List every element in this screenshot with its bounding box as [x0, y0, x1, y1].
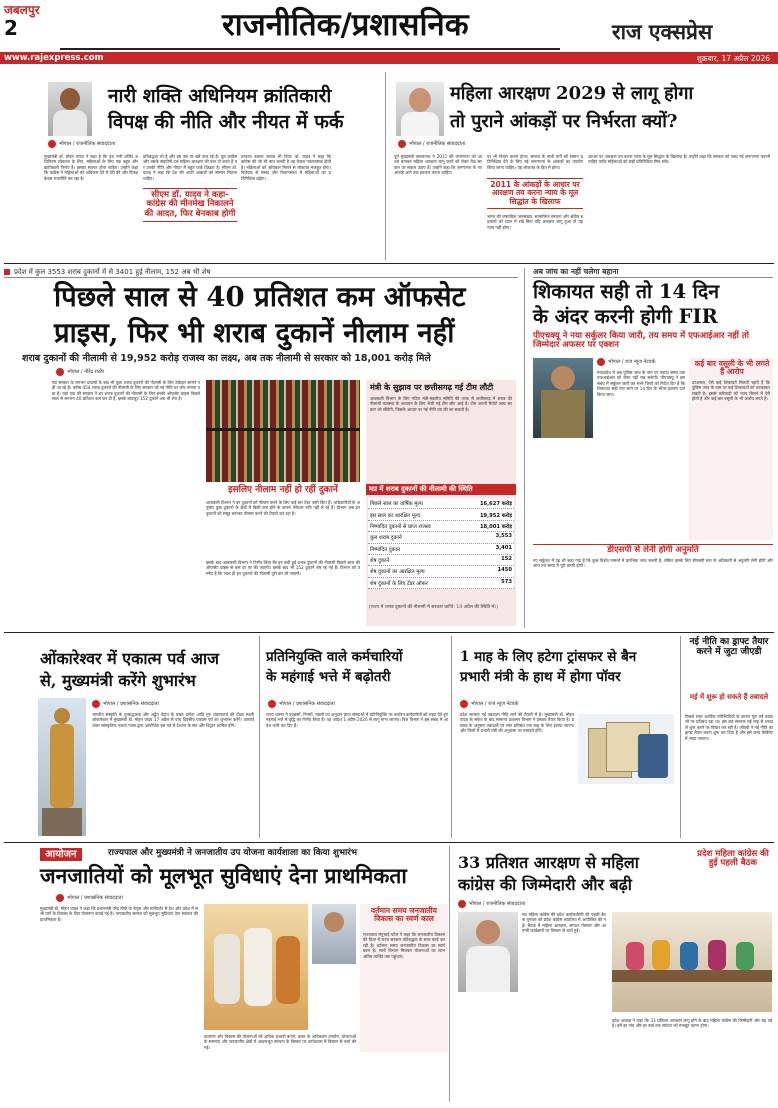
issue-date: शुक्रवार, 17 अप्रैल 2026	[696, 53, 770, 63]
auction-table	[368, 498, 514, 589]
story-tribal	[4, 846, 450, 1102]
story-fir	[524, 268, 774, 628]
statue-body	[50, 724, 74, 808]
meeting-photo	[612, 912, 772, 1012]
photo-body-shape	[541, 390, 585, 438]
liquor-byline	[56, 368, 104, 376]
transfer-body: प्रदेश सरकार नई तबादला नीति लाने की तैयारी में है। मुख्यमंत्री डॉ. मोहन यादव के संकेत के बाद सामान्य प्रशासन विभाग ने प्रस्ताव तैयार किया है। प्रस्ताव के अनुसार तबादलों पर लगा प्रतिबंध एक माह के लिए हटाया जाएगा और जिलों में प्रभारी मंत्री की अनुशंसा पर तबादले होंगे।	[460, 712, 574, 734]
auction-row-value: 3,401	[495, 544, 512, 551]
story2-byline	[398, 140, 465, 148]
person-shape	[626, 942, 644, 970]
auction-table-row	[368, 566, 514, 577]
statue-base	[42, 808, 82, 836]
auction-row-value: 3,553	[495, 533, 512, 540]
statue-head	[54, 708, 70, 724]
photo-head-shape	[324, 912, 344, 932]
photo-body-shape	[466, 946, 510, 992]
liquor-headline-2: प्राइस, फिर भी शराब दुकानें नीलाम नहीं	[54, 317, 455, 349]
auction-row-label: शेष दुकानों के लिए टेंडर ऑफर	[370, 580, 428, 587]
auction-row-value: 573	[501, 578, 512, 585]
aside-body: पिछले साल आर्थिक परिस्थितियों के कारण पूरा वर्ष तबादलों पर प्रतिबंध रहा था। इस बार सरकार मई माह से तबादले शुरू करने पर विचार कर रही है। जीएडी ने नई नीति का ड्राफ्ट तैयार करना शुरू कर दिया है और इसे जल्द कैबिनेट में लाया जाएगा।	[685, 714, 773, 741]
auction-row-value: 18,001 करोड़	[479, 523, 512, 530]
auction-table-row	[368, 498, 514, 509]
auction-table-row	[368, 555, 514, 566]
congress-headline-1: 33 प्रतिशत आरक्षण से महिला	[458, 853, 639, 872]
fir-box-headline: कई बार वसूली के भी लगते हैं आरोप	[694, 359, 770, 377]
event-photo-1	[204, 904, 308, 1030]
tribal-box-body: राज्यपाल मंगुभाई पटेल ने कहा कि जनजातीय विकास की दिशा में राज्य सरकार प्रतिबद्धता के साथ कार्य कर रही है। वर्तमान समय जनजातीय विकास का स्वर्ण काल है। सभी विभाग मिलकर योजनाओं का लाभ अंतिम व्यक्ति तक पहुंचाएं।	[363, 932, 445, 959]
page-number: 2	[4, 16, 18, 41]
story2-column-3: भारत की वास्तविक जनसंख्या, सामाजिक संरचना और क्षेत्रीय बदलावों को ध्यान में रखे बिना यदि आरक्षण लागू हुआ तो यह न्याय नहीं होगा।	[487, 214, 583, 230]
brand-name: राज एक्सप्रेस	[612, 20, 713, 44]
photo-body-shape	[53, 110, 87, 136]
police-photo	[533, 358, 593, 438]
city-name: जबलपुर	[4, 3, 40, 17]
statue-photo	[38, 698, 86, 836]
story-aside	[680, 636, 774, 838]
auction-table-title: मप्र में शराब दुकानों की नीलामी की स्थिति	[366, 484, 516, 495]
auction-row-label: इस साल का आरक्षित मूल्य	[370, 512, 421, 519]
story1-headline-2: विपक्ष की नीति और नीयत में फर्क	[108, 111, 344, 133]
deputation-byline	[268, 700, 335, 708]
photo-head-shape	[476, 920, 500, 944]
story1-column-1: मुख्यमंत्री डॉ. मोहन यादव ने कहा है कि देश नारी शक्ति अधिनियम लोकतंत्र के लिए, महिलाओं के लिए एक बहुत और क्रांतिकारी निर्णय है। इसका स्वागत होना चाहिए। उन्होंने कहा कि कांग्रेस ने महिलाओं को अधिकार देने में देरी की और विपक्ष केवल राजनीति कर रहा है।	[44, 154, 138, 181]
byline-text: भोपाल / राजनीतिक संवाददाता	[409, 141, 466, 147]
story-omkareshwar	[4, 636, 260, 838]
deputation-headline-2: के महंगाई भत्ते में बढ़ोतरी	[266, 669, 391, 685]
fir-deck: पीएचक्यू ने नया सर्कुलर किया जारी, तय समय में एफआईआर नहीं तो जिम्मेदार अफसर पर एक्शन	[533, 331, 749, 351]
story2-column-2: पर भी विचार करना होगा। समाज के सभी वर्गों को समान प्रतिनिधित्व देने के लिए नई जनगणना के आंकड़ों का उपयोग किया जाना चाहिए। यह लोकतंत्र के हित में होगा।	[487, 154, 583, 170]
byline-text: भोपाल / राजनीतिक संवाददाता	[59, 141, 116, 147]
auction-row-value: 16,627 करोड़	[479, 501, 512, 508]
auction-table-row	[368, 578, 514, 589]
tribal-kicker: आयोजन	[40, 848, 82, 861]
byline-dot	[92, 700, 100, 708]
auction-row-value: 152	[501, 556, 512, 563]
omkar-byline	[92, 700, 159, 708]
liquor-kicker-bar	[4, 268, 518, 278]
auction-row-label: कुल शराब दुकानें	[370, 535, 402, 542]
story-deputation	[264, 636, 452, 838]
person-shape	[652, 940, 670, 970]
tribal-headline: जनजातियों को मूलभूत सुविधाएं देना प्राथमिकता	[40, 863, 407, 888]
fir-byline	[597, 358, 655, 366]
byline-dot	[398, 140, 406, 148]
congress-side-headline: प्रदेश महिला कांग्रेस की हुई पहली बैठक	[697, 849, 769, 869]
section-divider	[4, 632, 774, 633]
kicker-marker	[4, 269, 10, 275]
byline-text: भोपाल / प्रशासनिक संवाददाता	[103, 701, 159, 707]
liquor-headline-1: पिछले साल से 40 प्रतिशत कम ऑफसेट	[54, 281, 466, 313]
byline-dot	[460, 700, 468, 708]
table-shape	[612, 970, 772, 982]
auction-row-value: 19,952 करोड़	[479, 512, 512, 519]
story2-column-1: पूर्व मुख्यमंत्री कमलनाथ ने 2011 की जनगणना को आधार बनाकर महिला आरक्षण लागू करने को लेकर केंद्र सरकार पर सवाल उठाए हैं। उन्होंने कहा कि जनगणना के नए आंकड़े आने तक इंतजार करना चाहिए।	[394, 154, 482, 176]
fir-headline-2: के अंदर करनी होगी FIR	[533, 305, 718, 328]
auction-row-label: निष्पादित दुकानों से प्राप्त राजस्व	[370, 523, 431, 530]
transfer-headline-1: 1 माह के लिए हटेगा ट्रांसफर से बैन	[460, 649, 637, 665]
auction-row-value: 1450	[497, 567, 512, 574]
omkar-body: भारतीय संस्कृति के पुनरुद्धारक और अद्वैत वेदांत के प्रखर प्रणेता आदि गुरु शंकराचार्य की दीक्षा स्थली ओंकारेश्वर में मुख्यमंत्री डॉ. मोहन यादव 17 अप्रैल से पांच दिवसीय एकात्म पर्व का शुभारंभ करेंगे। आचार्य शंकर सांस्कृतिक एकता न्यास द्वारा आयोजित इस पर्व में देशभर के संत और विद्वान शामिल होंगे।	[92, 712, 254, 728]
liquor-side-headline: मंत्री के सुझाव पर छत्तीसगढ़ गई टीम लौटी	[370, 383, 494, 392]
liquor-column-2: आबकारी विभाग ने इन दुकानों को नीलाम करने के लिए कई बार टेंडर जारी किए हैं। अधिकारियों के अनुसार कुछ दुकानों के क्षेत्रों में बिक्री कम होने के कारण ठेकेदार रुचि नहीं ले रहे हैं। विभाग अब इन दुकानों को समूह बनाकर नीलाम करने की तैयारी कर रहा है।	[206, 500, 360, 516]
photo-head-shape	[60, 88, 80, 110]
auction-row-label: शेष दुकानें	[370, 558, 390, 565]
liquor-side-body: आबकारी विभाग के लिए गठित मंत्री-मंडलीय समिति की तरफ से छत्तीसगढ़ में शराब की नीलामी व्यवस्था के अध्ययन के लिए भेजी गई टीम लौट आई है। टीम अपनी रिपोर्ट जल्द सरकार को सौंपेगी, जिसके आधार पर नई नीति तय की जा सकती है।	[370, 396, 512, 412]
tribal-column-2: कल्याण और विकास की योजनाओं को अधिक प्रभावी बनाने, बजट के अधिकतम उपयोग, योजनाओं के समन्वय और जनजातीय क्षेत्रों में आधारभूत संरचना के विस्तार पर कार्यशाला में विस्तार से चर्चा की गई।	[204, 1034, 356, 1050]
files-photo	[578, 714, 674, 784]
section-divider	[4, 263, 774, 264]
tribal-column-1: मुख्यमंत्री डॉ. मोहन यादव ने कहा कि प्रधानमंत्री नरेंद्र मोदी के नेतृत्व और मार्गदर्शन में देश और प्रदेश में सभी वर्गों के विकास के लिए योजनाएं बनाई गई हैं। जनजातीय समाज को मूलभूत सुविधाएं देना सरकार की प्राथमिकता है।	[40, 906, 198, 922]
story2-headline-1: महिला आरक्षण 2029 से लागू होगा	[450, 83, 694, 104]
story-congress	[454, 846, 774, 1102]
transfer-byline	[460, 700, 518, 708]
story2-headline-2: तो पुराने आंकड़ों पर निर्भरता क्यों?	[450, 111, 678, 132]
story1-column-2: प्रतिबद्धता भी है और हम उस पर खरे उतर रहे हैं। पूरा कांग्रेस और उसके सहयोगी दल महिला आरक्षण की बात तो करते हैं पर उनकी नीति और नीयत में बहुत फर्क दिखता है। सीएम डॉ. यादव ने कहा कि देश की आधी आबादी को सम्मान मिलना चाहिए।	[143, 154, 237, 181]
section-title: राजनीतिक/प्रशासनिक	[222, 7, 469, 43]
story1-pullquote: सीएम डॉ. यादव ने कहा- कांग्रेस की मीनमेख निकालने की आदत, फिर बेनकाब होगी	[143, 188, 237, 222]
liquor-column-3: इसके बाद आबकारी विभाग ने निर्णय लिया कि इन बची हुई शराब दुकानों की नीलामी पिछले साल की ऑफसेट प्राइस से कम दर पर की जाएगी। इसके बाद भी 152 दुकानें शेष रह गई हैं। विभाग को उम्मीद है कि जल्द ही इन दुकानों की नीलामी पूरी कर ली जाएगी।	[206, 560, 360, 576]
event-photo-2	[312, 904, 356, 964]
story-liquor	[4, 268, 518, 628]
fir-kicker: अब जांच का नहीं चलेगा बहाना	[533, 268, 773, 278]
byline-text: भोपाल / नीरेंद्र राठौर	[67, 369, 105, 375]
auction-table-row	[368, 532, 514, 543]
byline-text: भोपाल / प्रशासनिक संवाददाता	[67, 895, 123, 901]
fir-sub-body: नए सर्कुलर में यह भी कहा गया है कि कुछ विशेष मामलों में प्रारंभिक जांच जरूरी है, लेकिन इसके लिए डीएसपी स्तर के अधिकारी से अनुमति लेनी होगी और जांच तय समय में पूरी करनी होगी।	[533, 558, 773, 569]
person-shape	[276, 936, 300, 1004]
person-shape	[244, 928, 272, 1006]
masthead	[0, 0, 778, 62]
congress-headline-2: कांग्रेस की जिम्मेदारी और बढ़ी	[458, 875, 632, 894]
auction-table-row	[368, 521, 514, 532]
person-shape	[638, 734, 668, 778]
photo-head-shape	[551, 366, 575, 390]
tribal-box-headline: वर्तमान समय जनजातीय विकास का स्वर्ण काल	[371, 906, 437, 924]
auction-row-label: निष्पादित दुकान	[370, 546, 400, 553]
liquor-column-1: मप्र सरकार के लगभग प्रयासों के बाद भी कुछ शराब दुकानों की नीलामी के लिए ठेकेदार सामने नहीं आ रहे हैं। करीब 454 शराब दुकानों की नीलामी के लिए सरकार को नई नीति पर जोर लगाना पड़ा है। यहां तक की सरकार ने इन शराब दुकानों की नीलामी के लिए इनकी ऑफसेट प्राइस पिछले साल से लगभग 40 प्रतिशत कम कर दी है, इसके बावजूद 152 दुकानें अब भी शेष हैं।	[52, 380, 200, 402]
leader-photo	[458, 912, 518, 992]
tribal-sidebar	[360, 904, 448, 1052]
url-bar	[0, 52, 778, 64]
tribal-byline	[56, 894, 123, 902]
aside-sub: मई में शुरू हो सकते हैं तबादले	[689, 693, 769, 701]
byline-text: भोपाल / राज न्यूज नेटवर्क	[608, 359, 656, 365]
masthead-rule	[60, 48, 560, 50]
tribal-deck: राज्यपाल और मुख्यमंत्री ने जनजातीय उप योजना कार्यशाला का किया शुभारंभ	[108, 848, 358, 858]
liquor-kicker: प्रदेश में कुल 3553 शराब दुकानों में से 3401 हुई नीलाम, 152 अब भी शेष	[14, 268, 211, 276]
congress-byline	[458, 900, 525, 908]
story2-column-4: आधार पर आरक्षण तय करना न्याय के मूल सिद्धांत के खिलाफ है। उन्होंने कहा कि सरकार को जल्द नई जनगणना करानी चाहिए ताकि महिलाओं को सही प्रतिनिधित्व मिल सके।	[588, 154, 770, 165]
story-nari-shakti	[4, 72, 386, 260]
byline-dot	[458, 900, 466, 908]
person-shape	[708, 940, 726, 970]
deputation-headline-1: प्रतिनियुक्ति वाले कर्मचारियों	[266, 649, 403, 665]
bottle-shelf-pattern	[206, 380, 360, 482]
story-mahila-aarakshan	[392, 72, 774, 260]
deputation-body: राज्य शासन ने उपक्रमों, निगमों, मंडलों एवं अनुदान प्राप्त संस्थाओं में प्रतिनियुक्ति पर कार्यरत कर्मचारियों को राहत देते हुए महंगाई भत्ते में वृद्धि का निर्णय लिया है। यह आदेश 1 अप्रैल 2026 से लागू माना जाएगा। वित्त विभाग ने इस संबंध में आदेश जारी कर दिए हैं।	[266, 712, 448, 728]
fir-sub-headline: डीएसपी से लेनी होगी अनुमति	[533, 544, 773, 555]
auction-table-row	[368, 509, 514, 520]
auction-row-label: पिछले साल का वार्षिक मूल्य	[370, 501, 423, 508]
byline-dot	[56, 894, 64, 902]
congress-column-2: प्रदेश अध्यक्ष ने कहा कि 33 प्रतिशत आरक्षण लागू होने के बाद महिला कांग्रेस की जिम्मेदारी और बढ़ गई है। हमें हर गांव और हर वार्ड तक संगठन को मजबूत करना होगा।	[612, 1018, 772, 1029]
liquor-sidebar	[366, 380, 516, 626]
transfer-headline-2: प्रभारी मंत्री के हाथ में होगा पॉवर	[460, 669, 621, 685]
liquor-bottles-photo	[206, 380, 360, 482]
omkar-headline-1: ओंकारेश्वर में एकात्म पर्व आज	[40, 649, 219, 668]
story1-byline	[48, 140, 115, 148]
site-url-link[interactable]: www.rajexpress.com	[4, 53, 104, 63]
byline-dot	[56, 368, 64, 376]
person-shape	[680, 942, 698, 970]
aside-headline: नई नीति का ड्राफ्ट तैयार करने में जुटा जीएडी	[689, 637, 769, 657]
photo-body-shape	[401, 112, 439, 136]
fir-sidebar	[689, 358, 773, 540]
auction-table-note: (राज्य में शराब दुकानों की नीलामी में सरकार प्राप्ति: 14 अप्रैल की स्थिति में।)	[369, 605, 498, 610]
byline-text: भोपाल / प्रशासनिक संवाददाता	[279, 701, 335, 707]
shelf-line	[206, 428, 360, 431]
fir-box-body: दरअसल, ऐसे कई शिकायतें मिलती रहती हैं कि पुलिस जांच के नाम पर कई शिकायतों को लटकाकर रखती है। इससे फरियादी को न्याय मिलने में देरी होती है और कई बार वसूली के भी आरोप लगते हैं।	[692, 380, 770, 402]
story1-column-3: तत्काल उसका जवाब भी दिया। डॉ. यादव ने कहा कि कांग्रेस की जो भी बात चलती है वह केवल नकारात्मक होती है। महिलाओं को अधिकार मिलने से लोकतंत्र मजबूत होगा। विधेयक से संसद और विधानसभा में महिलाओं का प्रतिनिधित्व बढ़ेगा।	[241, 154, 331, 181]
fir-body: मध्यप्रदेश में अब पुलिस जांच के नाम पर ज्यादा समय तक एफआईआर को रोका नहीं रख सकेगी। पीएचक्यू ने इस संबंध में सर्कुलर जारी कर सभी जिलों को निर्देश दिए हैं कि शिकायत सही पाए जाने पर 14 दिन के भीतर प्रकरण दर्ज किया जाए।	[597, 370, 685, 397]
liquor-deck: शराब दुकानों की नीलामी से 19,952 करोड़ राजस्व का लक्ष्य, अब तक नीलामी से सरकार को 18,001 करोड़ मिले	[22, 353, 431, 364]
city-block	[4, 4, 56, 39]
cm-photo	[48, 82, 92, 136]
omkar-headline-2: से, मुख्यमंत्री करेंगे शुभारंभ	[40, 671, 196, 690]
liquor-photo-caption: इसलिए नीलाम नहीं हो रहीं दुकानें	[228, 485, 338, 495]
byline-dot	[268, 700, 276, 708]
byline-dot	[48, 140, 56, 148]
auction-table-row	[368, 544, 514, 555]
story2-pullquote: 2011 के आंकड़ों के आधार पर आरक्षण तय करना न्याय के मूल सिद्धांत के खिलाफ	[487, 178, 583, 209]
story1-headline-1: नारी शक्ति अधिनियम क्रांतिकारी	[108, 85, 332, 107]
byline-text: भोपाल / राजनीतिक संवाददाता	[469, 901, 526, 907]
person-shape	[214, 934, 240, 1004]
story-transfer	[456, 636, 676, 838]
photo-head-shape	[409, 88, 431, 112]
kamalnath-photo	[396, 82, 444, 136]
congress-column-1: मप्र महिला कांग्रेस की प्रदेश कार्यकारिणी की पहली बैठक गुरुवार को प्रदेश कांग्रेस कार्यालय में आयोजित की गई। बैठक में महिला आरक्षण, संगठन विस्तार और आगामी कार्यक्रमों पर विस्तार से चर्चा हुई।	[522, 912, 606, 934]
auction-row-label: शेष दुकानों का आरक्षित मूल्य	[370, 569, 425, 576]
byline-text: भोपाल / राज न्यूज नेटवर्क	[471, 701, 519, 707]
person-shape	[736, 942, 754, 970]
section-divider	[4, 842, 774, 843]
fir-headline-1: शिकायत सही तो 14 दिन	[533, 280, 720, 303]
byline-dot	[597, 358, 605, 366]
